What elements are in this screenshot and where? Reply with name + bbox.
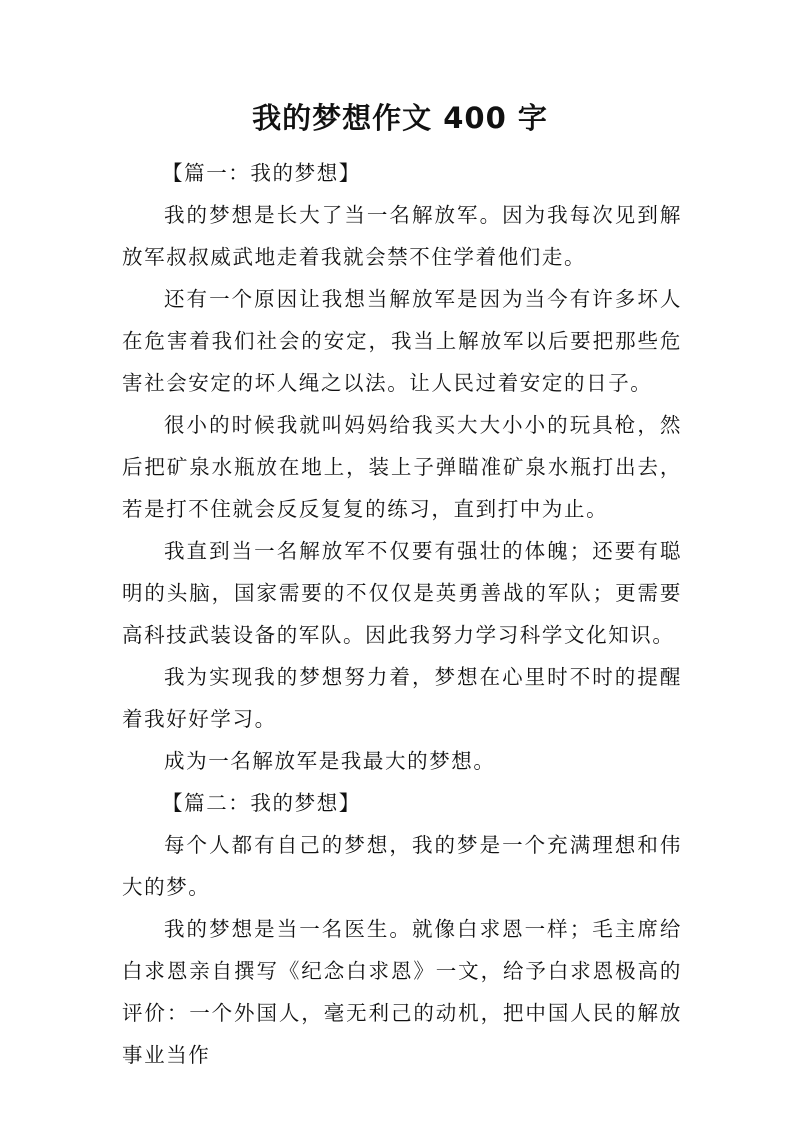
document-title: 我的梦想作文 400 字 xyxy=(252,101,548,135)
paragraph: 我直到当一名解放军不仅要有强壮的体魄；还要有聪明的头脑，国家需要的不仅仅是英勇善战的军队；更需要高科技武装设备的军队。因此我努力学习科学文化知识。 xyxy=(122,539,682,647)
paragraph: 我为实现我的梦想努力着，梦想在心里时不时的提醒着我好好学习。 xyxy=(122,665,682,731)
section-heading-2: 【篇二：我的梦想】 xyxy=(162,791,361,815)
paragraph: 还有一个原因让我想当解放军是因为当今有许多坏人在危害着我们社会的安定，我当上解放军以后要把那些危害社会安定的坏人绳之以法。让人民过着安定的日子。 xyxy=(122,287,682,395)
paragraph: 成为一名解放军是我最大的梦想。 xyxy=(164,749,496,773)
paragraph: 很小的时候我就叫妈妈给我买大大小小的玩具枪，然后把矿泉水瓶放在地上，装上子弹瞄准矿泉水瓶打出去，若是打不住就会反反复复的练习，直到打中为止。 xyxy=(122,413,682,521)
section-heading-1: 【篇一：我的梦想】 xyxy=(162,161,361,185)
paragraph: 每个人都有自己的梦想，我的梦是一个充满理想和伟大的梦。 xyxy=(122,833,682,899)
paragraph: 我的梦想是长大了当一名解放军。因为我每次见到解放军叔叔威武地走着我就会禁不住学着他们走。 xyxy=(122,203,682,269)
document-body xyxy=(122,152,682,1076)
paragraph: 我的梦想是当一名医生。就像白求恩一样；毛主席给白求恩亲自撰写《纪念白求恩》一文，给予白求恩极高的评价：一个外国人，毫无利己的动机，把中国人民的解放事业当作 xyxy=(122,917,682,1067)
